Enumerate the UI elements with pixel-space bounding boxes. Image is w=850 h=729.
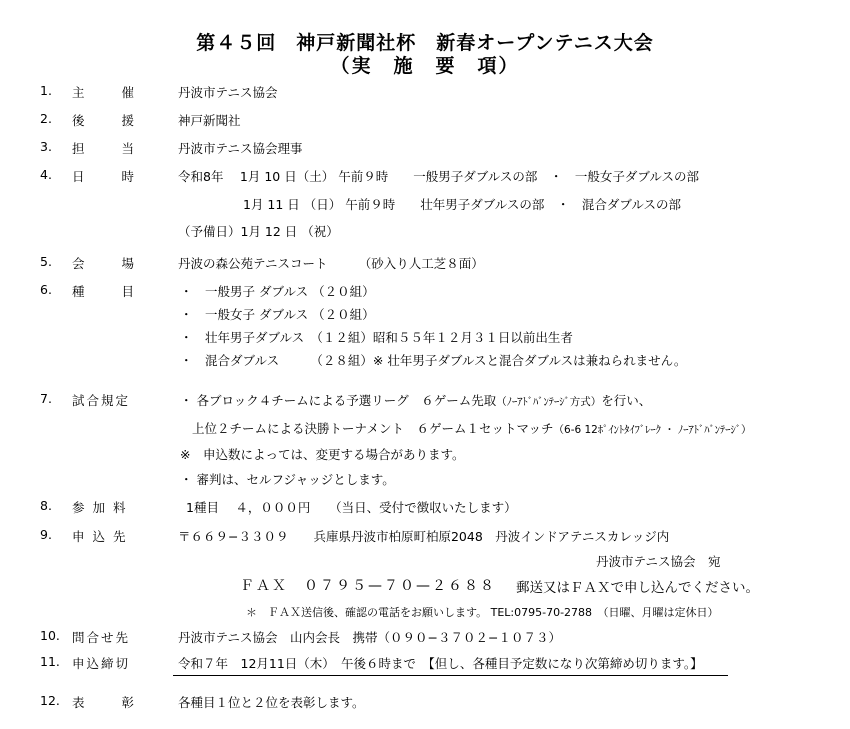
item-label: 申込締切: [72, 656, 131, 671]
item-label: 担 当: [72, 141, 134, 156]
item-label: 日 時: [72, 169, 134, 184]
item-label: 試合規定: [72, 393, 131, 408]
item-label: 問合せ先: [72, 630, 131, 645]
item-label: 後 援: [72, 113, 134, 128]
item-label: 種 目: [72, 284, 134, 299]
item-text: 1種目 ４，０００円 （当日、受付で徴収いたします）: [186, 500, 517, 515]
list-item: ・ 一般男子 ダブルス （２０組）: [180, 284, 375, 299]
item-number: 12.: [40, 693, 60, 708]
item-label: 会 場: [72, 256, 134, 271]
title-line-1: 第４５回 神戸新聞社杯 新春オープンテニス大会: [196, 32, 654, 54]
address-text: 〒６６９−３３０９ 兵庫県丹波市柏原町柏原2048 丹波インドアテニスカレッジ内: [178, 529, 670, 544]
application-note: 郵送又はＦＡＸで申し込んでください。: [516, 580, 759, 596]
list-item: ・ 一般女子 ダブルス （２０組）: [180, 307, 375, 322]
item-label: 参 加 料: [72, 500, 128, 515]
item-text: 令和8年 1月 10 日（土） 午前９時 一般男子ダブルスの部 ・ 一般女子ダブルスの部: [178, 169, 699, 184]
title-line-2: （実 施 要 項）: [330, 55, 520, 77]
item-text: ・ 各ブロック４チームによる予選リーグ ６ゲーム先取（ﾉｰｱﾄﾞﾊﾞﾝﾃｰｼﾞ方式）を行い、: [180, 393, 652, 408]
item-label: 申 込 先: [72, 529, 128, 544]
item-number: 8.: [40, 498, 52, 513]
item-number: 2.: [40, 111, 52, 126]
item-text: 神戸新聞社: [178, 113, 241, 128]
item-number: 9.: [40, 527, 52, 542]
fax-note: ＊ ＦＡＸ送信後、確認の電話をお願いします。 TEL:0795-70-2788 （日曜、月曜は定休日）: [246, 606, 719, 619]
item-number: 10.: [40, 628, 60, 643]
item-text: 丹波市テニス協会: [178, 85, 278, 100]
item-label: 表 彰: [72, 695, 134, 710]
item-number: 7.: [40, 391, 52, 406]
item-text: 上位２チームによる決勝トーナメント ６ゲーム１セットマッチ（6-6 12ﾎﾟｲﾝﾄﾀｲﾌﾞﾚｰｸ ・ ﾉｰｱﾄﾞﾊﾞﾝﾃｰｼﾞ）: [192, 421, 752, 436]
item-text: 丹波市テニス協会 山内会長 携帯（０９０−３７０２−１０７３）: [178, 630, 561, 645]
item-number: 5.: [40, 254, 52, 269]
item-text: 丹波の森公苑テニスコート （砂入り人工芝８面）: [178, 256, 484, 271]
item-label: 主 催: [72, 85, 134, 100]
item-text: （予備日）1月 12 日 （祝）: [178, 224, 339, 239]
deadline-underline: [173, 675, 728, 676]
list-item: ・ 壮年男子ダブルス （１２組）昭和５５年１２月３１日以前出生者: [180, 330, 573, 345]
item-number: 11.: [40, 654, 60, 669]
item-text: 各種目１位と２位を表彰します。: [178, 695, 365, 710]
item-text: 1月 11 日 （日） 午前９時 壮年男子ダブルスの部 ・ 混合ダブルスの部: [243, 197, 682, 212]
item-number: 6.: [40, 282, 52, 297]
list-item: ・ 混合ダブルス （２８組）※ 壮年男子ダブルスと混合ダブルスは兼ねられません。: [180, 353, 687, 368]
item-text: ・ 審判は、セルフジャッジとします。: [180, 472, 395, 487]
fax-number: ＦＡＸ ０７９５—７０—２６８８: [240, 578, 496, 594]
addressee-text: 丹波市テニス協会 宛: [596, 554, 721, 569]
item-text: ※ 申込数によっては、変更する場合があります。: [180, 447, 465, 462]
item-number: 4.: [40, 167, 52, 182]
item-number: 1.: [40, 83, 52, 98]
item-number: 3.: [40, 139, 52, 154]
item-text: 丹波市テニス協会理事: [178, 141, 303, 156]
deadline-text: 令和７年 12月11日（木） 午後６時まで 【但し、各種目予定数になり次第締め切ります。】: [178, 656, 703, 671]
